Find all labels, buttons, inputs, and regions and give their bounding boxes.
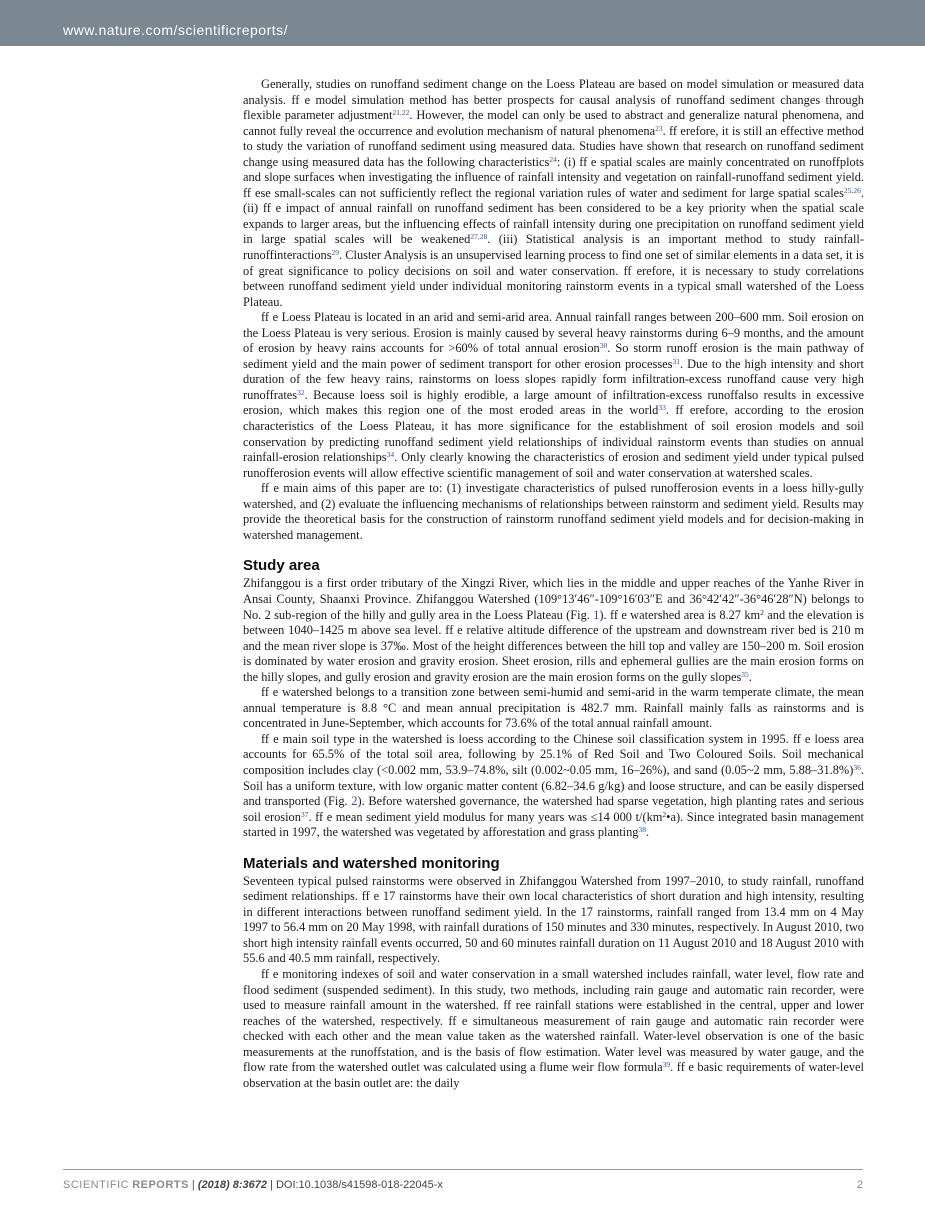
section-heading-study-area: Study area <box>243 557 320 575</box>
intro-paragraph-1: Generally, studies on runoffand sediment change on the Loess Plateau are based on model simulation or measured data analysis. ff e model simulation method has better prospects for causal analysis of runoffand sediment changes through flexible parameter adjustment$^{21,22}$. However, the model can only be used to abstract and generalize natural phenomena, and cannot fully reveal the occurrence and evolution mechanism of natural phenomena$^{23}$. ff erefore, it is still an effective method to study the variation of runoffand sediment using measured data. Studies have shown that research on runoffand sediment change using measured data has the following characteristics$^{24}$: (i) ff e spatial scales are mainly concentrated on runoffplots and slope surfaces when investigating the influence of rainfall intensity and vegetation on rainfall-runoffand sediment yield. ff ese small-scales can not sufficiently reflect the regional variation rules of water and sediment for large spatial scales$^{25,26}$. (ii) ff e impact of annual rainfall on runoffand sediment has been considered to be a key priority when the spatial scale expands to larger areas, but the influencing effects of rainfall intensity during one precipitation on runoffand sediment yield in large spatial scales will be weakened$^{27,28}$. (iii) Statistical analysis is an important method to study rainfall-runoffinteractions$^{29}$. Cluster Analysis is an unsupervised learning process to find one set of similar elements in a data set, it is of great significance to policy decisions on soil and water conservation. ff erefore, it is necessary to study correlations between runoffand sediment yield under individual monitoring rainstorm events in a typical small watershed of the Loess Plateau. <box>243 77 864 309</box>
citation-ref[interactable]: 27,28 <box>470 232 488 242</box>
figure-link[interactable]: 2 <box>351 794 358 809</box>
page-footer <box>63 1179 863 1191</box>
section-heading-materials: Materials and watershed monitoring <box>243 854 500 872</box>
citation-ref[interactable]: 30 <box>599 341 608 351</box>
superscript: 2 <box>760 607 764 617</box>
citation-ref[interactable]: 36 <box>853 762 861 772</box>
study-area-paragraph-1: Zhifanggou is a first order tributary of the Xingzi River, which lies in the middle and upper reaches of the Yanhe River in Ansai County, Shaanxi Province. Zhifanggou Watershed (109°13′46″-109°16′03″E and 36°42′42″-36°46′28″N) belongs to No. 2 sub-region of the hilly and gully area in the Loess Plateau (Fig. 1). ff e watershed area is 8.27 $km^2$ and the elevation is between 1040–1425 m above sea level. ff e relative altitude difference of the upstream and downstream river bed is 210 m and the mean river slope is 37‰. Most of the height differences between the hill top and valley are 150–200 m. Soil erosion is dominated by water erosion and gravity erosion. Sheet erosion, rills and ephemeral gullies are the main erosion forms on the hilly slopes, and gully erosion and gravity erosion are the main erosion forms on the gully slopes$^{35}$. <box>243 576 864 684</box>
citation-ref[interactable]: 21,22 <box>392 108 410 118</box>
site-url[interactable]: www.nature.com/scientificreports/ <box>63 22 289 38</box>
materials-paragraph-1: Seventeen typical pulsed rainstorms were observed in Zhifanggou Watershed from 1997–2010, to study rainfall, runoffand sediment relationships. ff e 17 rainstorms have their own local characteristics of short duration and high intensity, resulting in different interactions between runoffand sediment yield. In the 17 rainstorms, rainfall ranged from 13.4 mm on 4 May 1997 to 56.4 mm on 20 May 1998, with rainfall durations of 150 minutes and 330 minutes, respectively. In August 2010, two short high intensity rainfall events occurred, 50 and 60 minutes rainfall duration on 11 August 2010 and 18 August 2010 with 55.6 and 40.5 mm rainfall, respectively. <box>243 873 864 966</box>
study-area-paragraph-2: ff e watershed belongs to a transition zone between semi-humid and semi-arid in the warm temperate climate, the mean annual temperature is 8.8 °C and mean annual precipitation is 482.7 mm. Rainfall mainly falls as rainstorms and is concentrated in June-September, which accounts for 73.6% of the total annual rainfall amount. <box>243 685 864 731</box>
citation-ref[interactable]: 38 <box>638 825 646 835</box>
citation-ref[interactable]: 39 <box>662 1060 671 1070</box>
intro-paragraph-2: ff e Loess Plateau is located in an arid and semi-arid area. Annual rainfall ranges between 200–600 mm. Soil erosion on the Loess Plateau is very serious. Erosion is mainly caused by several heavy rainstorms during 6–9 months, and the amount of erosion by heavy rains accounts for >60% of total annual erosion$^{30}$. So storm runoff erosion is the main pathway of sediment yield and the main power of sediment transport for other erosion processes$^{31}$. Due to the high intensity and short duration of the few heavy rains, rainstorms on loess slopes rapidly form infiltration-excess runoffand cause very high runoffrates$^{32}$. Because loess soil is highly erodible, a large amount of infiltration-excess runoffalso results in excessive erosion, which makes this region one of the most eroded areas in the world$^{33}$. ff erefore, according to the erosion characteristics of the Loess Plateau, it has more significance for the establishment of soil erosion models and soil conservation by predicting runoffand sediment yield relationships of individual rainstorm events than studies on annual rainfall-erosion relationships$^{34}$. Only clearly knowing the characteristics of erosion and sediment yield under typical pulsed runofferosion events will allow effective scientific management of soil and water conservation at watershed scales. <box>243 310 865 480</box>
top-banner <box>0 0 925 46</box>
journal-name-part1: SCIENTIFIC <box>63 1179 130 1191</box>
page-number: 2 <box>856 1179 863 1191</box>
citation-ref[interactable]: 25,26 <box>844 185 861 195</box>
article-body <box>243 77 864 1091</box>
superscript: 2 <box>662 809 667 819</box>
citation-ref[interactable]: 33 <box>658 403 666 413</box>
citation-ref[interactable]: 32 <box>297 387 305 397</box>
intro-paragraph-3: ff e main aims of this paper are to: (1) investigate characteristics of pulsed runofferosion events in a loess hilly-gully watershed, and (2) evaluate the influencing mechanisms of relationships between rainstorm and sediment yield. Results may provide the theoretical basis for the construction of rainstorm runoffand sediment yield models and for decision-making in watershed management. <box>243 481 864 542</box>
materials-paragraph-2: ff e monitoring indexes of soil and water conservation in a small watershed includes rainfall, water level, flow rate and flood sediment (suspended sediment). In this study, two methods, including rain gauge and automatic rain recorder, were used to measure rainfall amount in the watershed. ff ree rainfall stations were established in the central, upper and lower reaches of the watershed, respectively. ff e simultaneous measurement of rain gauge and automatic rain recorder were checked with each other and the mean value taken as the watershed rainfall. Water-level observation is one of the basic measurements at the runoffstation, and is the basis of flow estimation. Water level was measured by water gauge, and the flow rate from the watershed outlet was calculated using a flume weir flow formula$^{39}$. ff e basic requirements of water-level observation at the basin outlet are: the daily <box>243 966 864 1090</box>
citation-ref[interactable]: 23 <box>655 123 663 133</box>
citation-ref[interactable]: 24 <box>549 154 557 164</box>
citation-ref[interactable]: 35 <box>741 669 749 679</box>
journal-name-part2: REPORTS <box>132 1179 189 1191</box>
citation-info: (2018) 8:3672 <box>197 1179 267 1191</box>
citation-ref[interactable]: 29 <box>331 248 340 258</box>
citation-ref[interactable]: 34 <box>386 450 395 460</box>
study-area-paragraph-3: ff e main soil type in the watershed is loess according to the Chinese soil classification system in 1995. ff e loess area accounts for 65.5% of the total soil area, following by 25.1% of Red Soil and Two Coloured Soils. Soil mechanical composition includes clay (<0.002 mm, 53.9–74.8%, silt (0.002~0.05 mm, 16–26%), and sand (0.05~2 mm, 5.88–31.8%)$^{36}$. Soil has a uniform texture, with low organic matter content (6.82–34.6 g/kg) and loose structure, and can be easily dispersed and transported (Fig. 2). Before watershed governance, the watershed had sparse vegetation, high planting rates and serious soil erosion$^{37}$. ff e mean sediment yield modulus for many years was ≤14 000 $t/(km^2•a)$. Since integrated basin management started in 1997, the watershed was vegetated by afforestation and grass planting$^{38}$. <box>243 731 865 840</box>
citation-ref[interactable]: 37 <box>300 809 309 819</box>
footer-divider <box>63 1169 863 1170</box>
citation-ref[interactable]: 31 <box>672 356 680 366</box>
footer-separator: | <box>188 1179 198 1191</box>
figure-link[interactable]: 1 <box>593 607 600 622</box>
doi-link[interactable]: | DOI:10.1038/s41598-018-22045-x <box>266 1179 443 1191</box>
